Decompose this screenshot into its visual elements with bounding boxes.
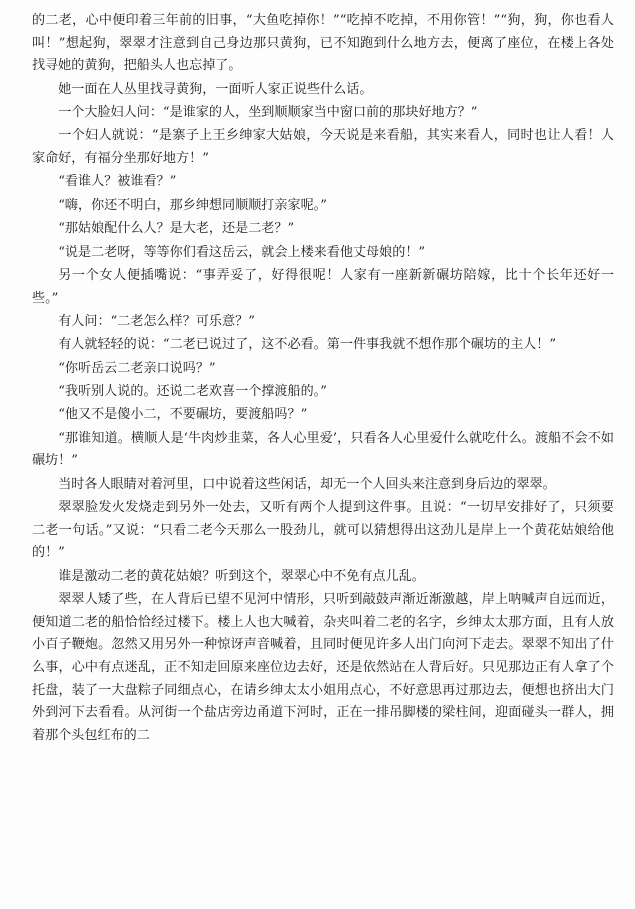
paragraph-6: “嗨，你还不明白，那乡绅想同顺顺打亲家呢。” [58, 197, 327, 213]
paragraph-8: “说是二老呀，等等你们看这岳云，就会上楼来看他丈母娘的！” [58, 244, 426, 260]
paragraph-13: “我听别人说的。还说二老欢喜一个撑渡船的。” [58, 384, 327, 400]
document-body [32, 10, 614, 748]
paragraph-9: 另一个女人便插嘴说：“事弄妥了，好得很呢！人家有一座新新碾坊陪嫁，比十个长年还好一些。” [32, 267, 614, 306]
paragraph-5: “看谁人？被谁看？” [58, 174, 177, 190]
paragraph-2: 她一面在人丛里找寻黄狗，一面听人家正说些什么话。 [58, 81, 373, 97]
paragraph-10: 有人问：“二老怎么样？可乐意？” [58, 313, 255, 329]
paragraph-14: “他又不是傻小二，不要碾坊，要渡船吗？” [58, 407, 308, 423]
paragraph-4: 一个妇人就说：“是寨子上王乡绅家大姑娘，今天说是来看船，其实来看人，同时也让人看！人家命好，有福分坐那好地方！” [32, 128, 614, 166]
paragraph-19: 翠翠人矮了些，在人背后已望不见河中情形，只听到敲鼓声渐近渐激越，岸上呐喊声自远而近，便知道二老的船恰恰经过楼下。楼上人也大喊着，杂夹叫着二老的名字，乡绅太太那方面，且有人放小百子鞭炮。忽然又用另外一种惊讶声音喊着，且同时便见许多人出门向河下走去。翠翠不知出了什么事，心中有点迷乱，正不知走回原来座位边去好，还是依然站在人背后好。只见那边正有人拿了个托盘，装了一大盘粽子同细点心，在请乡绅太太小姐用点心，不好意思再过那边去，便想也挤出大门外到河下去看看。从河街一个盐店旁边甬道下河时，正在一排吊脚楼的梁柱间，迎面碰头一群人，拥着那个头包红布的二 [32, 592, 614, 743]
paragraph-1: 的二老，心中便印着三年前的旧事，“大鱼吃掉你！”“吃掉不吃掉，不用你管！”“狗，狗，你也看人叫！”想起狗，翠翠才注意到自己身边那只黄狗，已不知跑到什么地方去，便离了座位，在楼上各处找寻她的黄狗，把船头人也忘掉了。 [32, 13, 614, 74]
paragraph-11: 有人就轻轻的说：“二老已说过了，这不必看。第一件事我就不想作那个碾坊的主人！” [58, 337, 557, 353]
paragraph-12: “你听岳云二老亲口说吗？” [58, 360, 216, 376]
paragraph-16: 当时各人眼睛对着河里，口中说着这些闲话，却无一个人回头来注意到身后边的翠翠。 [58, 476, 556, 492]
paragraph-3: 一个大脸妇人问：“是谁家的人，坐到顺顺家当中窗口前的那块好地方？” [58, 104, 478, 120]
paragraph-7: “那姑娘配什么人？是大老，还是二老？” [58, 221, 295, 237]
paragraph-17: 翠翠脸发火发烧走到另外一处去，又听有两个人提到这件事。且说：“一切早安排好了，只须要二老一句话。”又说：“只看二老今天那么一股劲儿，就可以猜想得出这劲儿是岸上一个黄花姑娘给他的！” [32, 500, 614, 561]
paragraph-18: 谁是激动二老的黄花姑娘？听到这个，翠翠心中不免有点儿乱。 [58, 568, 425, 584]
paragraph-15: “那谁知道。横顺人是‘牛肉炒韭菜，各人心里爱’，只看各人心里爱什么就吃什么。渡船不会不如碾坊！” [32, 430, 614, 469]
